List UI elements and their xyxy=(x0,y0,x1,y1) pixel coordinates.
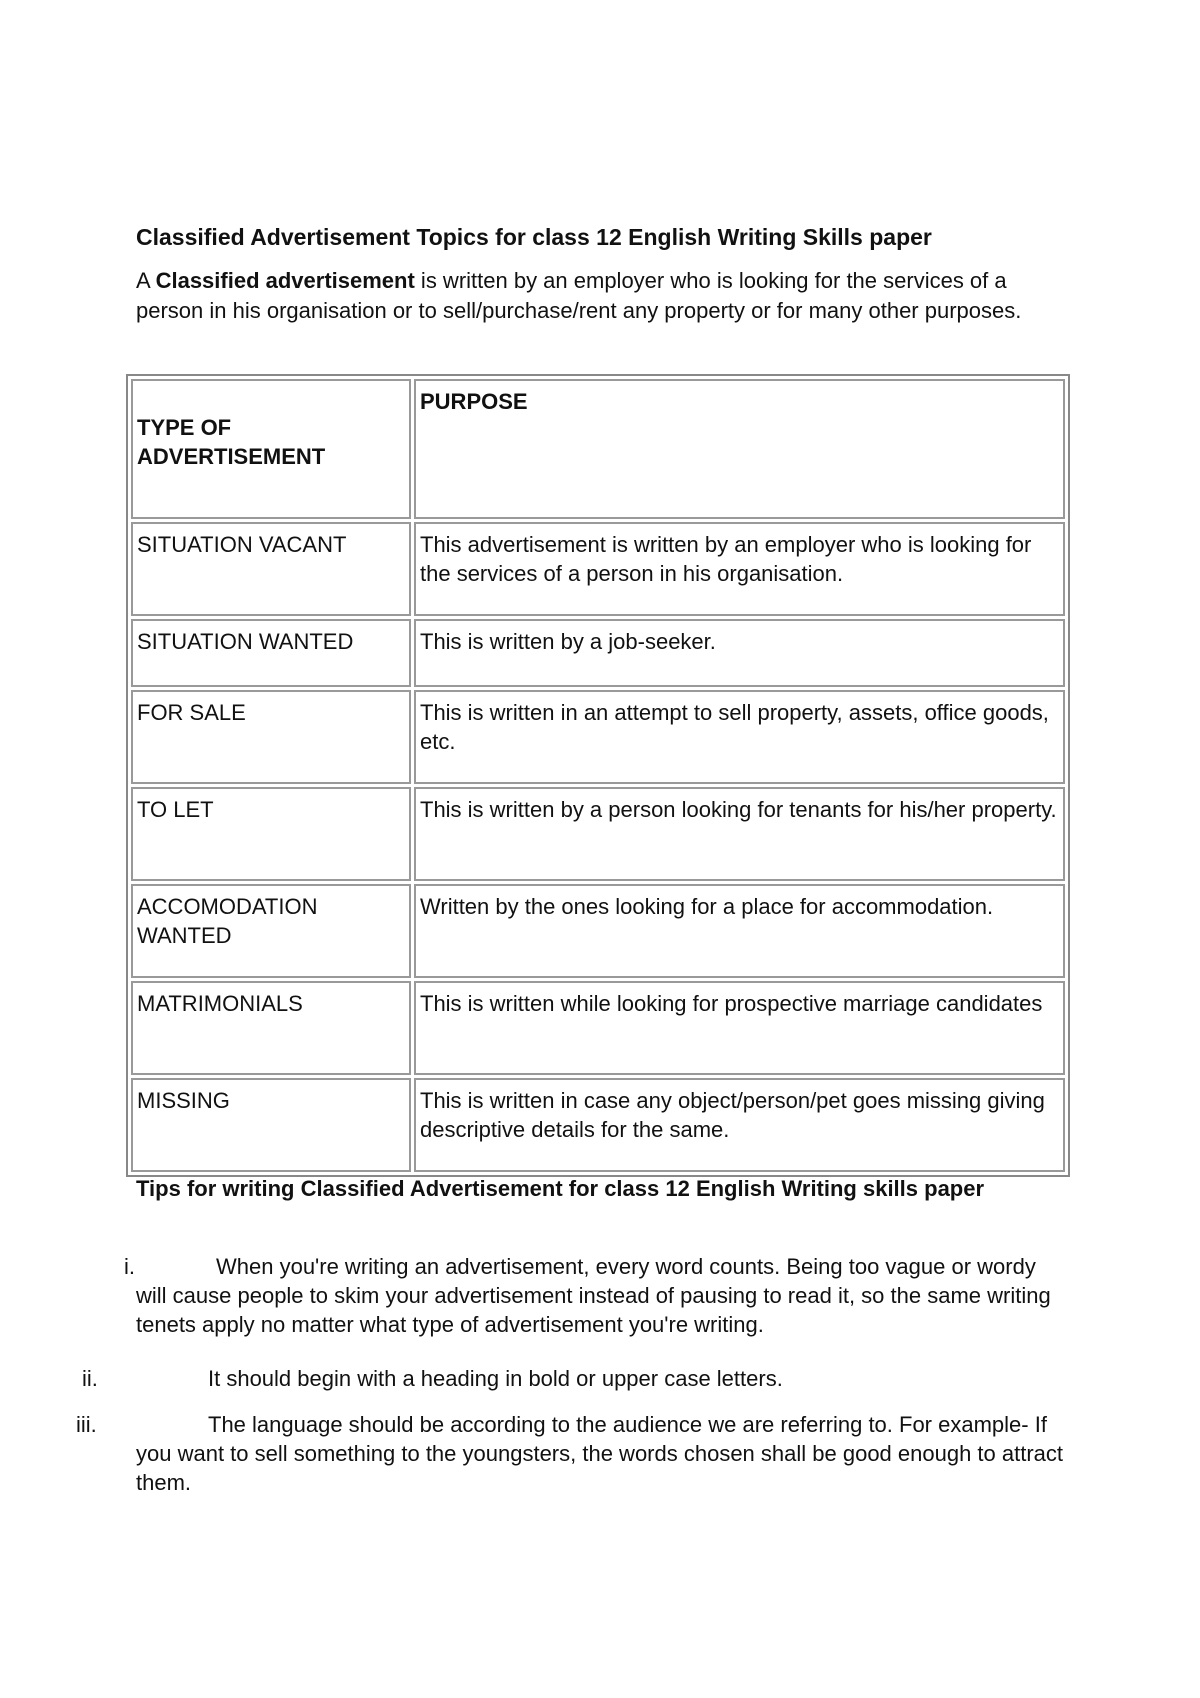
table-row xyxy=(131,884,1065,978)
row-purpose: This advertisement is written by an employer who is looking for the services of a person in his organisation. xyxy=(414,522,1065,616)
intro-paragraph xyxy=(136,266,1066,326)
list-item-text: The language should be according to the audience we are referring to. For example- If you want to sell something to the youngsters, the words chosen shall be good enough to attract them. xyxy=(136,1412,1064,1495)
intro-bold-term: Classified advertisement xyxy=(155,268,415,293)
list-item xyxy=(76,1410,1066,1497)
table-row xyxy=(131,690,1065,784)
row-type: SITUATION VACANT xyxy=(131,522,411,616)
table-row xyxy=(131,619,1065,687)
document-page xyxy=(76,222,1076,1495)
table-row xyxy=(131,1078,1065,1172)
list-item xyxy=(124,1252,1066,1339)
list-item-text: When you're writing an advertisement, every word counts. Being too vague or wordy will cause people to skim your advertisement instead of pausing to read it, so the same writing tenets apply no matter what type of advertisement you're writing. xyxy=(136,1254,1051,1337)
intro-rest: is written by an employer who is looking for the services of a person in his organisation or to sell/purchase/rent any property or for many other purposes. xyxy=(136,268,1022,323)
advertisement-types-table xyxy=(126,374,1070,1177)
row-type: MATRIMONIALS xyxy=(131,981,411,1075)
row-type: MISSING xyxy=(131,1078,411,1172)
table-row xyxy=(131,522,1065,616)
table-row xyxy=(131,787,1065,881)
list-item-number: iii. xyxy=(76,1412,97,1437)
row-type: ACCOMODATION WANTED xyxy=(131,884,411,978)
document-title: Classified Advertisement Topics for class 12 English Writing Skills paper xyxy=(136,224,932,250)
list-item xyxy=(82,1364,1066,1393)
row-type: SITUATION WANTED xyxy=(131,619,411,687)
row-purpose: This is written in an attempt to sell property, assets, office goods, etc. xyxy=(414,690,1065,784)
row-purpose: This is written in case any object/person/pet goes missing giving descriptive details for the same. xyxy=(414,1078,1065,1172)
list-item-text: It should begin with a heading in bold or upper case letters. xyxy=(208,1366,783,1391)
intro-prefix: A xyxy=(136,268,156,293)
row-purpose: This is written by a job-seeker. xyxy=(414,619,1065,687)
row-type: FOR SALE xyxy=(131,690,411,784)
header-purpose: PURPOSE xyxy=(414,379,1065,519)
row-purpose: Written by the ones looking for a place for accommodation. xyxy=(414,884,1065,978)
table-header-row xyxy=(131,379,1065,519)
table-row xyxy=(131,981,1065,1075)
row-type: TO LET xyxy=(131,787,411,881)
row-purpose: This is written while looking for prospective marriage candidates xyxy=(414,981,1065,1075)
list-item-number: ii. xyxy=(82,1366,98,1391)
header-type: TYPE OF ADVERTISEMENT xyxy=(131,379,411,519)
tips-heading: Tips for writing Classified Advertisement for class 12 English Writing skills paper xyxy=(136,1176,985,1201)
list-item-number: i. xyxy=(124,1254,135,1279)
row-purpose: This is written by a person looking for tenants for his/her property. xyxy=(414,787,1065,881)
